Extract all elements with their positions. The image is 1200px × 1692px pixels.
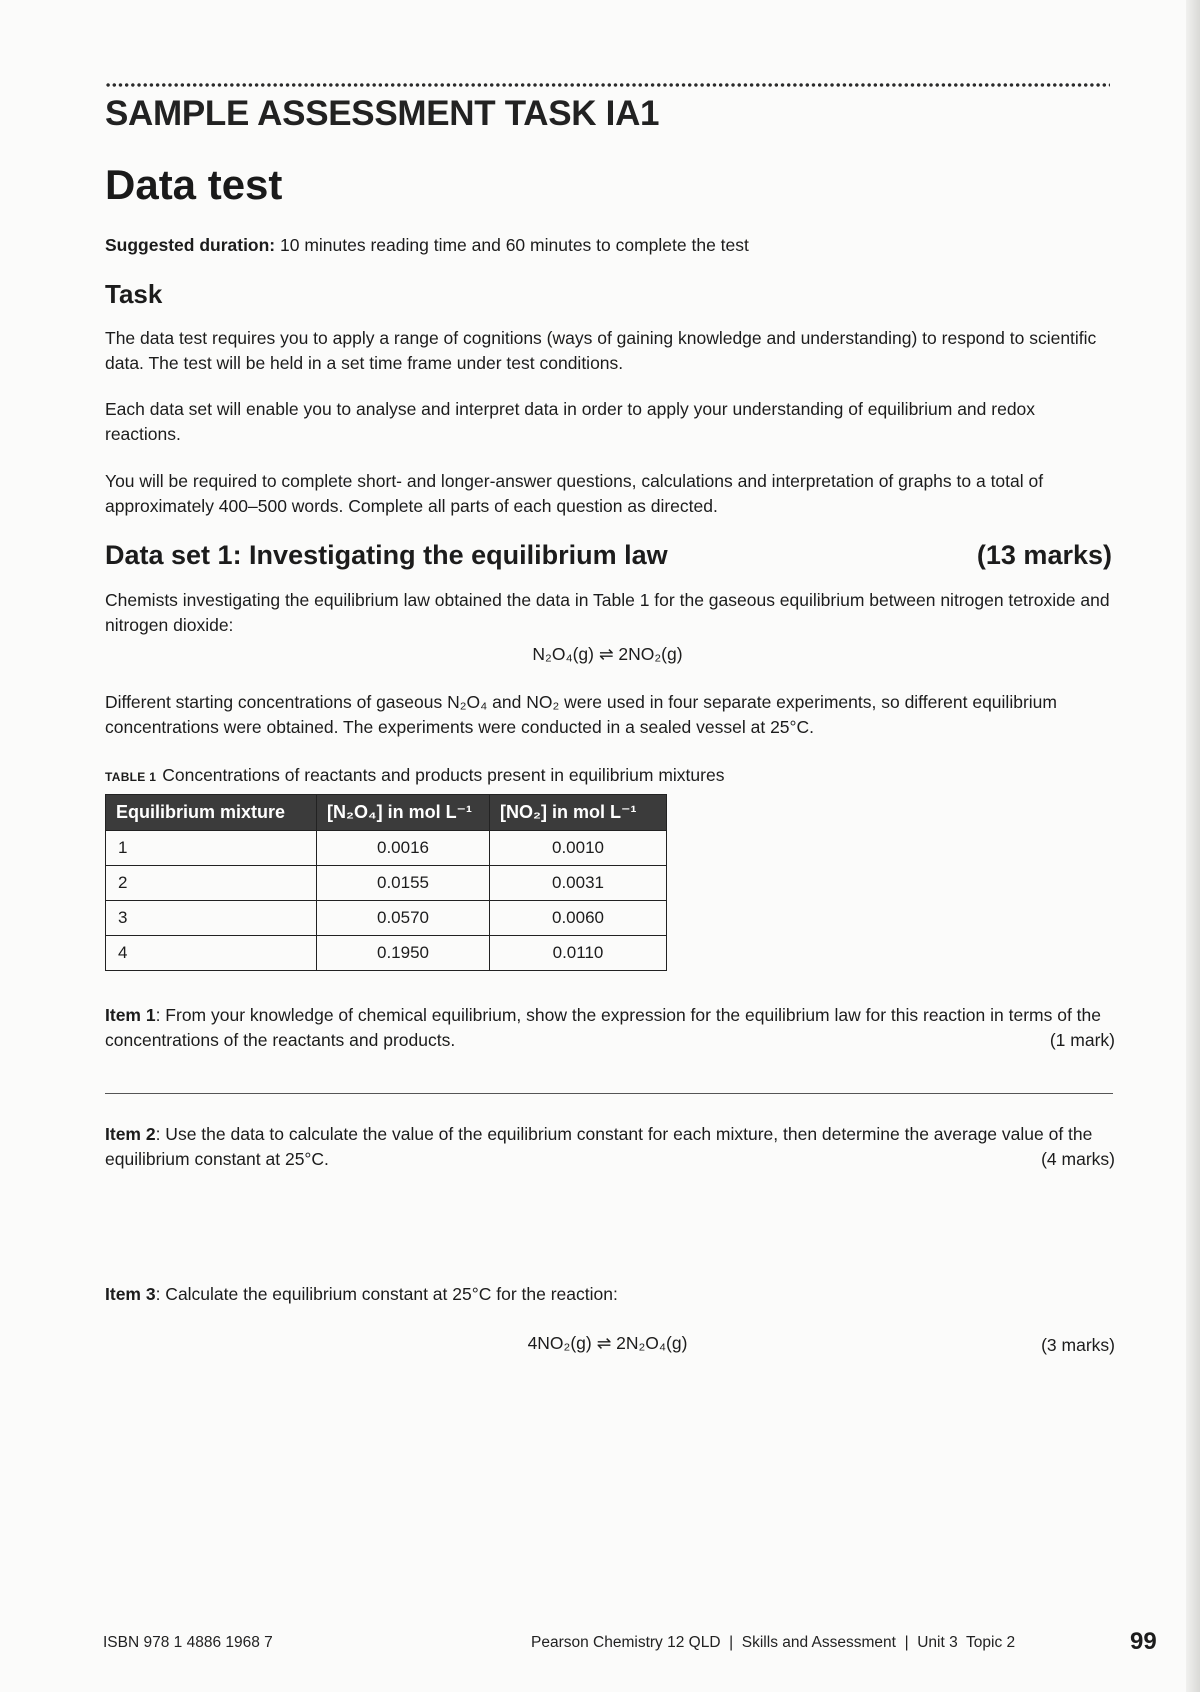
no2-cell: 0.0031 xyxy=(490,866,667,901)
task-paragraph-3: You will be required to complete short- and longer-answer questions, calculations and interpretation of graphs to a total of approximately 400–500 words. Complete all parts of each question as directed. xyxy=(105,471,1044,516)
series-heading: SAMPLE ASSESSMENT TASK IA1 xyxy=(105,94,660,133)
task-paragraph-1: The data test requires you to apply a range of cognitions (ways of gaining knowledge and understanding) to respond to scientific data. The test will be held in a set time frame under test conditions. xyxy=(105,328,1097,373)
concentration-table xyxy=(105,794,667,971)
item-2-label: Item 2 xyxy=(105,1124,156,1144)
table-row xyxy=(106,831,667,866)
item-1 xyxy=(105,1003,1115,1053)
item-3-text: : Calculate the equilibrium constant at 25°C for the reaction: xyxy=(155,1284,618,1304)
task-heading: Task xyxy=(105,279,163,309)
mixture-cell: 4 xyxy=(106,936,317,971)
duration-line xyxy=(105,235,749,256)
task-paragraph-2: Each data set will enable you to analyse and interpret data in order to apply your understanding of equilibrium and redox reactions. xyxy=(105,399,1036,444)
dataset-marks: (13 marks) xyxy=(976,540,1112,570)
table-header-row xyxy=(106,795,667,831)
no2-cell: 0.0010 xyxy=(490,831,667,866)
item-3-label: Item 3 xyxy=(105,1284,156,1304)
n2o4-cell: 0.0155 xyxy=(317,866,490,901)
item-3-marks: (3 marks) xyxy=(1041,1335,1115,1355)
footer-book: Pearson Chemistry 12 QLD | Skills and Assessment | Unit 3 Topic 2 xyxy=(531,1634,1016,1651)
item-1-label: Item 1 xyxy=(105,1005,156,1025)
duration-label: Suggested duration: xyxy=(105,235,276,255)
table-row xyxy=(106,936,667,971)
item-3-equation: 4NO₂(g) ⇌ 2N₂O₄(g) xyxy=(527,1333,688,1353)
no2-cell: 0.0110 xyxy=(490,936,667,971)
duration-text: 10 minutes reading time and 60 minutes to complete the test xyxy=(280,235,749,255)
n2o4-cell: 0.0570 xyxy=(317,901,490,936)
footer-isbn: ISBN 978 1 4886 1968 7 xyxy=(103,1634,273,1651)
mixture-cell: 1 xyxy=(106,831,317,866)
table-caption xyxy=(105,765,724,786)
item-2-text: : Use the data to calculate the value of the equilibrium constant for each mixture, then determine the average value of the equilibrium constant at 25°C. xyxy=(105,1124,1093,1169)
item-3 xyxy=(105,1282,1115,1307)
dotted-rule xyxy=(105,82,1110,88)
item-1-marks: (1 mark) xyxy=(1049,1030,1115,1050)
page-number: 99 xyxy=(1130,1628,1157,1655)
equilibrium-equation: N₂O₄(g) ⇌ 2NO₂(g) xyxy=(532,644,683,664)
dataset-intro: Chemists investigating the equilibrium law obtained the data in Table 1 for the gaseous equilibrium between nitrogen tetroxide and nitrogen dioxide: xyxy=(105,590,1110,635)
no2-cell: 0.0060 xyxy=(490,901,667,936)
mixture-cell: 2 xyxy=(106,866,317,901)
item-2-marks: (4 marks) xyxy=(1041,1149,1115,1169)
n2o4-cell: 0.1950 xyxy=(317,936,490,971)
header-n2o4: [N₂O₄] in mol L⁻¹ xyxy=(317,795,490,831)
dataset-paragraph-2: Different starting concentrations of gaseous N₂O₄ and NO₂ were used in four separate experiments, so different equilibrium concentrations were obtained. The experiments were conducted in a sealed vessel at 25°C. xyxy=(105,692,1057,737)
item-3-marks-line xyxy=(105,1333,1115,1358)
table-label: TABLE 1 xyxy=(105,770,157,784)
header-no2: [NO₂] in mol L⁻¹ xyxy=(490,795,667,831)
table-row xyxy=(106,901,667,936)
answer-line[interactable] xyxy=(105,1093,1113,1094)
dataset-title: Data set 1: Investigating the equilibrium law xyxy=(105,540,668,570)
page-title: Data test xyxy=(105,161,283,208)
item-2 xyxy=(105,1122,1115,1172)
dataset-heading xyxy=(105,540,1112,571)
header-mixture: Equilibrium mixture xyxy=(106,795,317,831)
table-row xyxy=(106,866,667,901)
item-1-text: : From your knowledge of chemical equilibrium, show the expression for the equilibrium law for this reaction in terms of the concentrations of the reactants and products. xyxy=(105,1005,1101,1050)
mixture-cell: 3 xyxy=(106,901,317,936)
page-edge-shadow xyxy=(1186,0,1200,1692)
table-caption-text: Concentrations of reactants and products present in equilibrium mixtures xyxy=(162,765,725,785)
n2o4-cell: 0.0016 xyxy=(317,831,490,866)
